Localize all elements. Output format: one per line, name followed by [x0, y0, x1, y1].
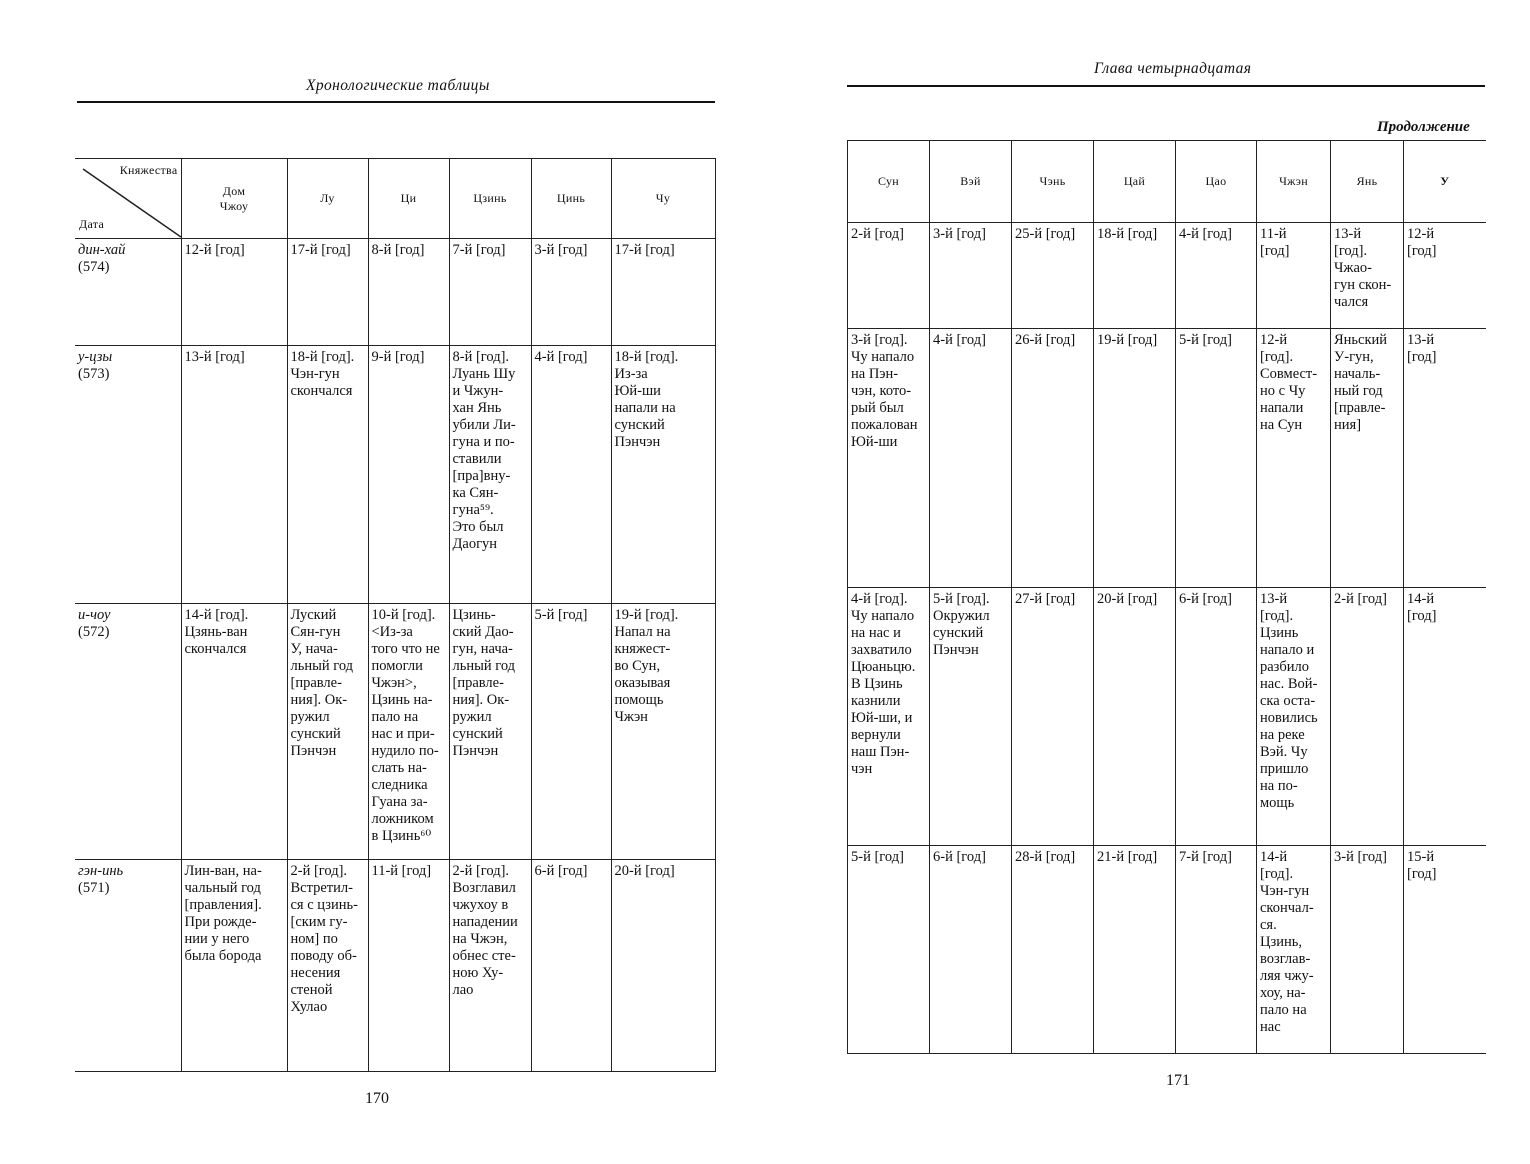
table-cell: 18-й [год]. Чэн-гун скончался: [287, 346, 368, 604]
table-cell: 2-й [год]: [848, 223, 930, 329]
table-cell: 3-й [год]: [531, 239, 611, 346]
column-header: Цай: [1094, 141, 1176, 223]
table-cell: Лин-ван, на- чальный год [правления]. При рожде- нии у него была борода: [181, 860, 287, 1072]
table-cell: 11-й [год]: [368, 860, 449, 1072]
table-cell: 12-й [год]: [1404, 223, 1486, 329]
table-cell: 12-й [год]. Совмест- но с Чу напали на Сун: [1257, 329, 1331, 588]
table-cell: 27-й [год]: [1012, 588, 1094, 846]
table-cell: 7-й [год]: [449, 239, 531, 346]
column-header: Цао: [1176, 141, 1257, 223]
column-header: Вэй: [930, 141, 1012, 223]
table-cell: 8-й [год]: [368, 239, 449, 346]
chronology-table-left: [75, 158, 716, 1072]
table-cell: 13-й [год]. Чжао- гун скон- чался: [1331, 223, 1404, 329]
table-cell: 10-й [год]. <Из-за того что не помогли Чжэн>, Цзинь на- пало на нас и при- нудило по- слать на- следника Гуана за- ложником в Цзинь⁶⁰: [368, 604, 449, 860]
table-cell: 11-й [год]: [1257, 223, 1331, 329]
table-cell: 6-й [год]: [1176, 588, 1257, 846]
table-cell: 4-й [год]: [930, 329, 1012, 588]
right-page: [765, 0, 1530, 1164]
table-cell: 18-й [год]. Из-за Юй-ши напали на сунский Пэнчэн: [611, 346, 715, 604]
running-head-left: Хронологические таблицы: [306, 77, 490, 94]
table-cell: 3-й [год]. Чу напало на Пэн- чэн, кото- рый был пожалован Юй-ши: [848, 329, 930, 588]
table-cell: 20-й [год]: [1094, 588, 1176, 846]
table-cell: 13-й [год]. Цзинь напало и разбило нас. Вой- ска оста- новились на реке Вэй. Чу пришло на по- мощь: [1257, 588, 1331, 846]
table-cell: 8-й [год]. Луань Шу и Чжун- хан Янь убили Ли- гуна и по- ставили [пра]вну- ка Сян- гуна⁵⁹. Это был Даогун: [449, 346, 531, 604]
table-cell: Луский Сян-гун У, нача- льный год [правле- ния]. Ок- ружил сунский Пэнчэн: [287, 604, 368, 860]
table-cell: 2-й [год]. Возглавил чжухоу в нападении на Чжэн, обнес сте- ною Ху- лао: [449, 860, 531, 1072]
table-row: [75, 239, 715, 346]
table-cell: 14-й [год]. Цзянь-ван скончался: [181, 604, 287, 860]
date-cell: у-цзы (573): [75, 346, 181, 604]
table-cell: 15-й [год]: [1404, 846, 1486, 1054]
table-cell: 4-й [год]. Чу напало на нас и захватило Цюаньцю. В Цзинь казнили Юй-ши, и вернули наш Пэн- чэн: [848, 588, 930, 846]
chronology-table-right: [847, 140, 1486, 1054]
table-cell: 5-й [год]. Окружил сунский Пэнчэн: [930, 588, 1012, 846]
column-header: Сун: [848, 141, 930, 223]
table-cell: 7-й [год]: [1176, 846, 1257, 1054]
table-cell: 4-й [год]: [531, 346, 611, 604]
column-header: Янь: [1331, 141, 1404, 223]
table-cell: Цзинь- ский Дао- гун, нача- льный год [правле- ния]. Ок- ружил сунский Пэнчэн: [449, 604, 531, 860]
header-rule-left: [77, 101, 715, 103]
table-cell: 14-й [год]: [1404, 588, 1486, 846]
table-cell: 5-й [год]: [1176, 329, 1257, 588]
table-cell: 13-й [год]: [181, 346, 287, 604]
date-cell: и-чоу (572): [75, 604, 181, 860]
table-cell: 13-й [год]: [1404, 329, 1486, 588]
corner-label-date: Дата: [79, 217, 105, 231]
column-header: Ци: [368, 159, 449, 239]
table-cell: 17-й [год]: [287, 239, 368, 346]
column-header: Чжэн: [1257, 141, 1331, 223]
corner-label-principalities: Княжества: [119, 163, 178, 177]
table-cell: 4-й [год]: [1176, 223, 1257, 329]
date-cell: дин-хай (574): [75, 239, 181, 346]
table-cell: 6-й [год]: [930, 846, 1012, 1054]
table-cell: 3-й [год]: [930, 223, 1012, 329]
table-cell: 2-й [год]: [1331, 588, 1404, 846]
table-row: [848, 846, 1486, 1054]
table-row: [75, 860, 715, 1072]
running-head-right: Глава четырнадцатая: [1094, 60, 1252, 77]
table-cell: 3-й [год]: [1331, 846, 1404, 1054]
table-cell: 12-й [год]: [181, 239, 287, 346]
header-rule-right: [847, 85, 1485, 87]
table-cell: Яньский У-гун, началь- ный год [правле- ния]: [1331, 329, 1404, 588]
date-cell: гэн-инь (571): [75, 860, 181, 1072]
table-row: [848, 223, 1486, 329]
table-cell: 14-й [год]. Чэн-гун скончал- ся. Цзинь, возглав- ляя чжу- хоу, на- пало на нас: [1257, 846, 1331, 1054]
table-row: [848, 329, 1486, 588]
table-cell: 5-й [год]: [848, 846, 930, 1054]
page-number-left: 170: [365, 1090, 389, 1107]
continuation-label: Продолжение: [1377, 119, 1470, 135]
table-row: [75, 346, 715, 604]
table-cell: 25-й [год]: [1012, 223, 1094, 329]
column-header: Лу: [287, 159, 368, 239]
table-row: [848, 588, 1486, 846]
table-cell: 2-й [год]. Встретил- ся с цзинь- [ским гу- ном] по поводу об- несения стеной Хулао: [287, 860, 368, 1072]
corner-header: [75, 159, 181, 239]
table-cell: 20-й [год]: [611, 860, 715, 1072]
table-row: [75, 604, 715, 860]
column-header: Чэнь: [1012, 141, 1094, 223]
column-header: Цзинь: [449, 159, 531, 239]
table-cell: 18-й [год]: [1094, 223, 1176, 329]
column-header: Чу: [611, 159, 715, 239]
column-header: У: [1404, 141, 1486, 223]
table-cell: 6-й [год]: [531, 860, 611, 1072]
table-cell: 28-й [год]: [1012, 846, 1094, 1054]
table-cell: 26-й [год]: [1012, 329, 1094, 588]
table-cell: 17-й [год]: [611, 239, 715, 346]
table-cell: 21-й [год]: [1094, 846, 1176, 1054]
table-cell: 9-й [год]: [368, 346, 449, 604]
table-cell: 19-й [год]. Напал на княжест- во Сун, оказывая помощь Чжэн: [611, 604, 715, 860]
page-number-right: 171: [1166, 1072, 1190, 1089]
table-cell: 19-й [год]: [1094, 329, 1176, 588]
column-header: Цинь: [531, 159, 611, 239]
column-header: Дом Чжоу: [181, 159, 287, 239]
table-cell: 5-й [год]: [531, 604, 611, 860]
